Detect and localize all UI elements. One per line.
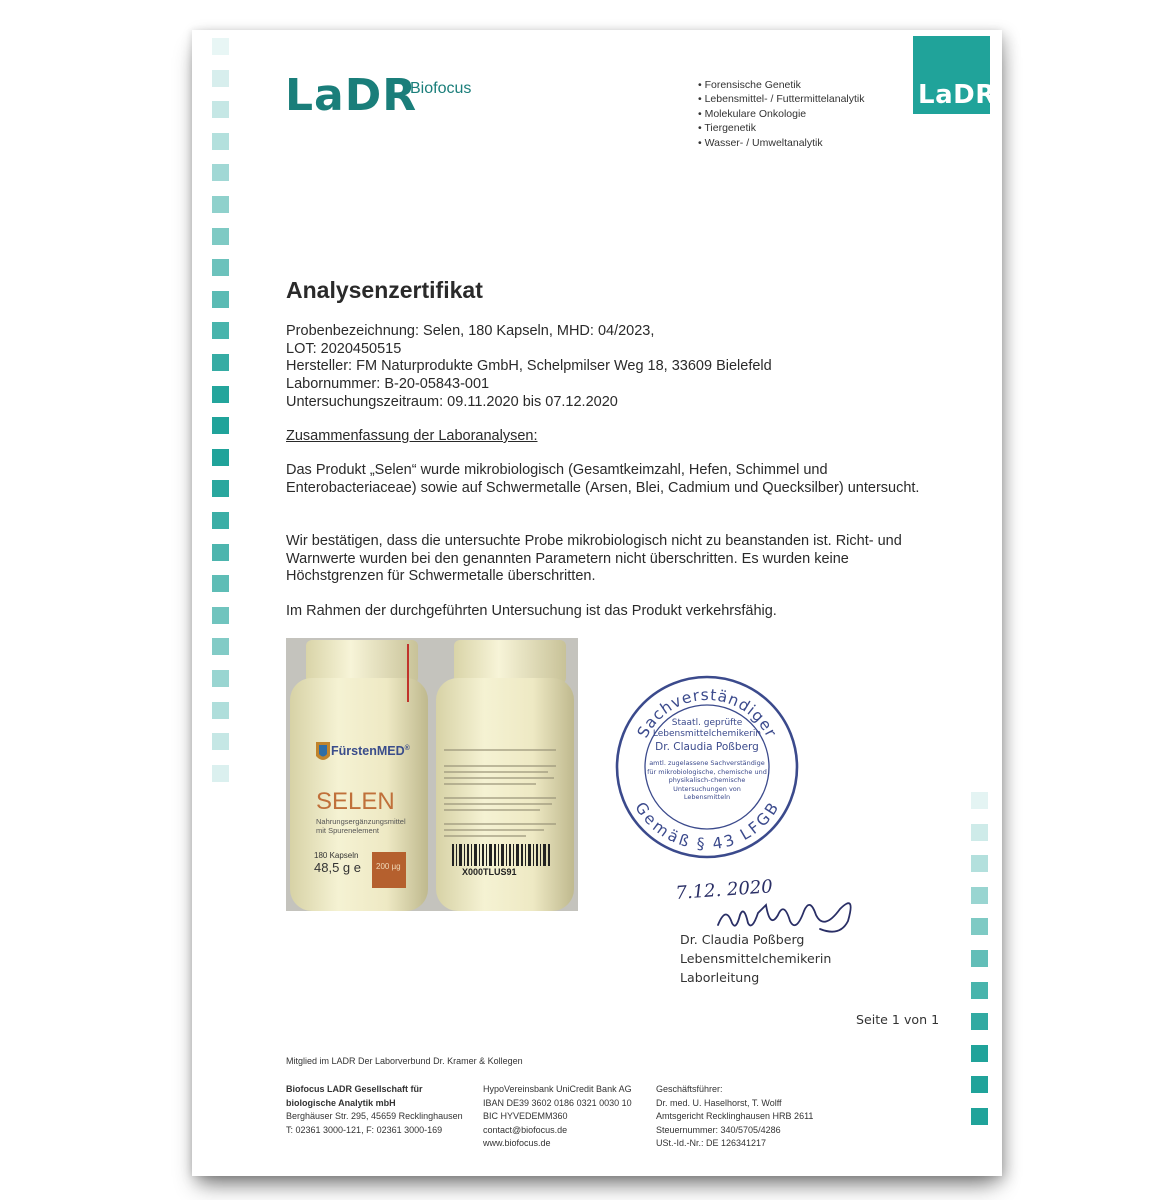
decor-square bbox=[212, 765, 229, 782]
company-address: Berghäuser Str. 295, 45659 Recklinghausen bbox=[286, 1111, 463, 1122]
decor-square bbox=[212, 575, 229, 592]
decor-square bbox=[971, 855, 988, 872]
decor-square bbox=[212, 228, 229, 245]
decor-square bbox=[212, 101, 229, 118]
decor-square bbox=[971, 1045, 988, 1062]
stamp-inner bbox=[647, 718, 767, 802]
sample-info bbox=[286, 323, 772, 412]
page-number: Seite 1 von 1 bbox=[856, 1012, 940, 1027]
decor-square bbox=[212, 480, 229, 497]
company-phone: T: 02361 3000-121, F: 02361 3000-169 bbox=[286, 1124, 443, 1135]
membership-note: Mitglied im LADR Der Laborverbund Dr. Kramer & Kollegen bbox=[286, 1056, 523, 1066]
decor-square bbox=[971, 1013, 988, 1030]
footer-management bbox=[656, 1083, 813, 1151]
vat-id: USt.-Id.-Nr.: DE 126341217 bbox=[656, 1138, 767, 1149]
bank-bic: BIC HYVEDEMM360 bbox=[483, 1111, 568, 1122]
corner-logo bbox=[913, 36, 996, 114]
product-subtitle-line: mit Spurenelement bbox=[316, 826, 379, 835]
barcode-text: X000TLUS91 bbox=[462, 867, 517, 877]
document-title: Analysenzertifikat bbox=[286, 277, 483, 303]
stamp-line: Lebensmittelchemikerin bbox=[652, 729, 762, 739]
decor-square bbox=[212, 196, 229, 213]
stamp-line: amtl. zugelassene Sachverständige bbox=[649, 759, 765, 767]
decor-square bbox=[212, 449, 229, 466]
corner-logo-text: LaDR bbox=[918, 80, 996, 110]
decor-square bbox=[971, 918, 988, 935]
decor-square bbox=[971, 792, 988, 809]
signer-name: Dr. Claudia Poßberg bbox=[680, 932, 805, 947]
service-item: • Wasser- / Umweltanalytik bbox=[698, 136, 823, 149]
service-item: • Tiergenetik bbox=[698, 122, 756, 135]
stamp-line: physikalisch-chemische bbox=[668, 776, 746, 785]
product-brand: FürstenMED® bbox=[331, 744, 410, 758]
decor-square bbox=[971, 982, 988, 999]
footer-company bbox=[286, 1083, 463, 1137]
decor-square bbox=[971, 824, 988, 841]
management-names: Dr. med. U. Haselhorst, T. Wolff bbox=[656, 1097, 782, 1108]
decor-square bbox=[212, 133, 229, 150]
tax-number: Steuernummer: 340/5705/4286 bbox=[656, 1124, 781, 1135]
decor-square bbox=[212, 259, 229, 276]
product-photo bbox=[286, 638, 578, 911]
service-item: • Forensische Genetik bbox=[698, 79, 801, 91]
management-label: Geschäftsführer: bbox=[656, 1084, 723, 1094]
conclusion-paragraph: Im Rahmen der durchgeführten Untersuchung ist das Produkt verkehrsfähig. bbox=[286, 603, 777, 619]
info-line: Probenbezeichnung: Selen, 180 Kapseln, MHD: 04/2023, bbox=[286, 323, 655, 339]
decor-square bbox=[971, 887, 988, 904]
bank-name: HypoVereinsbank UniCredit Bank AG bbox=[483, 1084, 632, 1094]
decor-square bbox=[212, 733, 229, 750]
signer-position: Laborleitung bbox=[680, 970, 760, 986]
bank-iban: IBAN DE39 3602 0186 0321 0030 10 bbox=[483, 1097, 632, 1108]
official-stamp bbox=[612, 672, 802, 862]
shield-icon bbox=[316, 742, 330, 760]
product-weight: 48,5 g e bbox=[314, 860, 361, 875]
services-list bbox=[698, 78, 865, 150]
service-item: • Lebensmittel- / Futtermittelanalytik bbox=[698, 93, 865, 106]
decor-square bbox=[212, 417, 229, 434]
decor-square bbox=[212, 322, 229, 339]
info-line: LOT: 2020450515 bbox=[286, 340, 402, 357]
decor-square bbox=[212, 544, 229, 561]
confirmation-paragraph: Wir bestätigen, dass die untersuchte Probe mikrobiologisch nicht zu beanstanden ist. Richt- und Warnwerte wurden bei den genannten Parametern nicht überschritten. Es wurden keine Höchstgrenzen für Schwermetalle überschritten. bbox=[286, 533, 902, 585]
stamp-line: Staatl. geprüfte bbox=[671, 718, 743, 728]
decor-square bbox=[212, 702, 229, 719]
dose-badge: 200 µg bbox=[376, 862, 401, 871]
signer-role: Lebensmittelchemikerin bbox=[680, 951, 832, 967]
decor-square bbox=[212, 70, 229, 87]
signer-block bbox=[680, 930, 831, 988]
decor-square bbox=[212, 38, 229, 55]
info-line: Hersteller: FM Naturprodukte GmbH, Schelpmilser Weg 18, 33609 Bielefeld bbox=[286, 358, 772, 375]
decor-square bbox=[212, 512, 229, 529]
summary-paragraph: Das Produkt „Selen“ wurde mikrobiologisch (Gesamtkeimzahl, Hefen, Schimmel und Enterobacteriaceae) sowie auf Schwermetalle (Arsen, Blei, Cadmium und Quecksilber) untersucht. bbox=[286, 462, 920, 496]
decor-square bbox=[212, 607, 229, 624]
svg-text:Gemäß § 43 LFGB bbox=[631, 799, 782, 853]
info-line: Labornummer: B-20-05843-001 bbox=[286, 376, 490, 393]
product-name: SELEN bbox=[316, 788, 395, 815]
decor-square bbox=[212, 670, 229, 687]
info-line: Untersuchungszeitraum: 09.11.2020 bis 07.12.2020 bbox=[286, 393, 618, 410]
decor-square bbox=[212, 291, 229, 308]
stamp-line: Dr. Claudia Poßberg bbox=[655, 741, 759, 753]
summary-heading: Zusammenfassung der Laboranalysen: bbox=[286, 428, 538, 444]
stamp-line: Untersuchungen von bbox=[673, 784, 741, 793]
product-subtitle bbox=[316, 817, 406, 835]
decor-square bbox=[971, 1076, 988, 1093]
footer-bank bbox=[483, 1083, 632, 1151]
company-name: biologische Analytik mbH bbox=[286, 1097, 396, 1108]
website: www.biofocus.de bbox=[483, 1138, 551, 1149]
decor-square bbox=[212, 164, 229, 181]
decor-square bbox=[971, 950, 988, 967]
stamp-ring-bottom: Gemäß § 43 LFGB bbox=[631, 798, 783, 854]
company-name: Biofocus LADR Gesellschaft für bbox=[286, 1084, 423, 1094]
decor-square bbox=[212, 354, 229, 371]
logo-subtitle: Biofocus bbox=[410, 80, 472, 97]
capsule-count: 180 Kapseln bbox=[314, 851, 359, 860]
contact-email: contact@biofocus.de bbox=[483, 1124, 568, 1135]
signature-date: 7.12. 2020 bbox=[674, 876, 774, 904]
product-subtitle-line: Nahrungsergänzungsmittel bbox=[316, 817, 406, 826]
stamp-ring-top: Sachverständiger bbox=[633, 685, 781, 741]
decor-square bbox=[212, 386, 229, 403]
court-register: Amtsgericht Recklinghausen HRB 2611 bbox=[656, 1111, 814, 1122]
decor-square bbox=[971, 1108, 988, 1125]
stamp-line: für mikrobiologische, chemische und bbox=[647, 767, 767, 776]
ladr-logo: LaDR bbox=[285, 70, 418, 121]
stamp-line: Lebensmitteln bbox=[683, 793, 731, 802]
decor-square bbox=[212, 638, 229, 655]
service-item: • Molekulare Onkologie bbox=[698, 107, 807, 120]
